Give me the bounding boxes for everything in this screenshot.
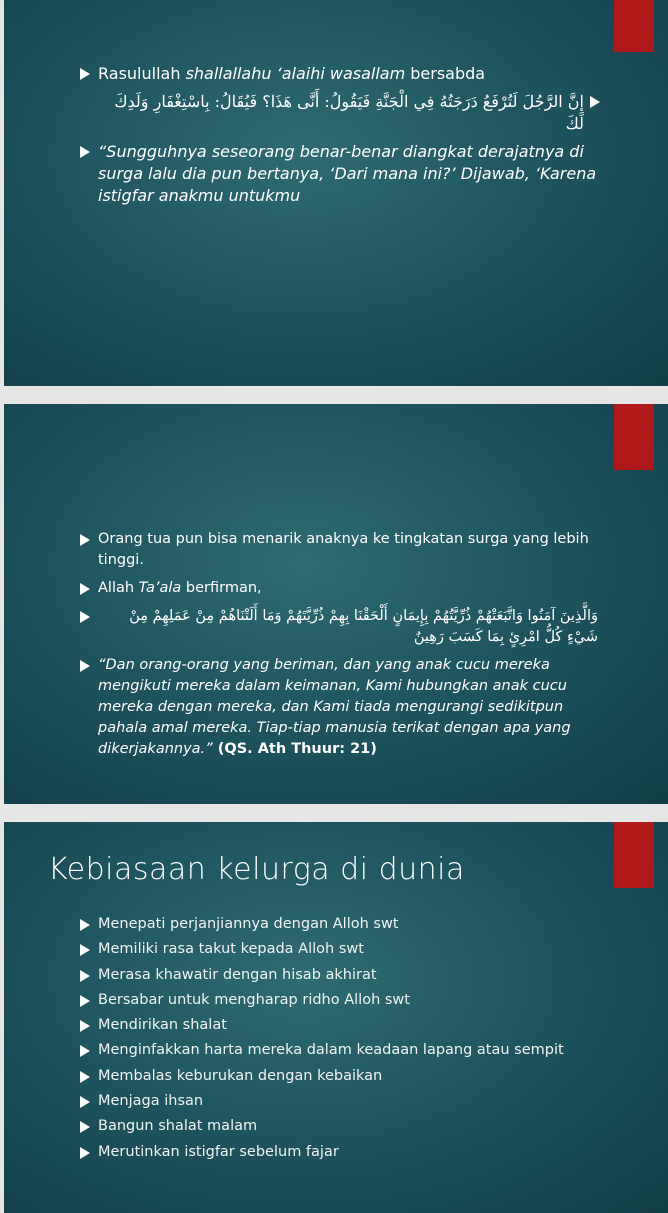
bullet-list	[80, 529, 598, 767]
item-text: Membalas keburukan dengan kebaikan	[98, 1067, 383, 1084]
item-text: Merasa khawatir dengan hisab akhirat	[98, 966, 377, 983]
bullet-icon	[80, 583, 90, 595]
bullet-icon	[80, 1147, 90, 1159]
list-item	[80, 939, 598, 960]
accent-tab	[614, 0, 654, 52]
item-text: Memiliki rasa takut kepada Alloh swt	[98, 941, 364, 958]
slide-3[interactable]	[4, 822, 668, 1213]
bullet-icon	[80, 1071, 90, 1083]
bullet-icon	[80, 146, 90, 158]
item-text: Menjaga ihsan	[98, 1093, 204, 1110]
list-item	[80, 914, 598, 935]
item-text: Bangun shalat malam	[98, 1118, 258, 1135]
list-item	[80, 965, 598, 986]
list-item	[80, 141, 598, 207]
slide-2[interactable]	[4, 404, 668, 804]
bullet-icon	[80, 611, 90, 623]
bullet-icon	[80, 534, 90, 546]
list-item	[80, 1040, 598, 1061]
bullet-icon	[590, 96, 600, 108]
item-text: Merutinkan istigfar sebelum fajar	[98, 1143, 339, 1160]
item-text: Bersabar untuk mengharap ridho Alloh swt	[98, 991, 410, 1008]
list-item	[80, 529, 598, 571]
list-item-arabic	[80, 91, 598, 135]
list-item	[80, 578, 598, 599]
bullet-list	[80, 914, 598, 1167]
list-item	[80, 990, 598, 1011]
item-text: Menepati perjanjiannya dengan Alloh swt	[98, 916, 399, 932]
arabic-text: وَالَّذِينَ آمَنُوا وَاتَّبَعَتْهُمْ ذُرِّيَّتُهُمْ بِإِيمَانٍ أَلْحَقْنَا بِهِمْ ذُرِّيَّتَهُمْ وَمَا أَلَتْنَاهُمْ مِنْ عَمَلِهِمْ مِنْ شَيْءٍ كُلُّ امْرِئٍ بِمَا كَسَبَ رَهِينٌ	[129, 608, 598, 645]
item-text-italic: shallallahu ‘alaihi wasallam	[185, 64, 406, 83]
list-item	[80, 655, 598, 760]
bullet-icon	[80, 1121, 90, 1133]
item-text: bersabda	[405, 64, 486, 83]
item-text-italic: Ta’ala	[138, 580, 182, 596]
list-item	[80, 1015, 598, 1036]
list-item	[80, 1066, 598, 1087]
bullet-icon	[80, 1045, 90, 1057]
item-text: berfirman,	[181, 580, 262, 596]
arabic-text: إِنَّ الرَّجُلَ لَتُرْفَعُ دَرَجَتُهُ فِي الْجَنَّةِ فَيَقُولُ: أَنَّى هَذَا؟ فَيُقَالُ: بِاسْتِغْفَارِ وَلَدِكَ لَكَ	[114, 92, 584, 133]
item-text: Orang tua pun bisa menarik anaknya ke tingkatan surga yang lebih tinggi.	[98, 531, 589, 568]
list-item	[80, 1091, 598, 1112]
list-item	[80, 1142, 598, 1163]
accent-tab	[614, 404, 654, 470]
bullet-icon	[80, 1096, 90, 1108]
bullet-list	[80, 63, 598, 213]
bullet-icon	[80, 919, 90, 931]
bullet-icon	[80, 995, 90, 1007]
list-item	[80, 63, 598, 85]
list-item-arabic	[80, 606, 598, 648]
bullet-icon	[80, 970, 90, 982]
list-item	[80, 1116, 598, 1137]
bullet-icon	[80, 1020, 90, 1032]
citation-text: (QS. Ath Thuur: 21)	[212, 741, 377, 757]
bullet-icon	[80, 660, 90, 672]
item-text: Rasulullah	[98, 64, 186, 83]
item-text: “Sungguhnya seseorang benar-benar diangkat derajatnya di surga lalu dia pun bertanya, ‘Dari mana ini?’ Dijawab, ‘Karena istigfar anakmu untukmu	[98, 142, 597, 205]
slide-1[interactable]	[4, 0, 668, 386]
item-text: Mendirikan shalat	[98, 1017, 227, 1034]
bullet-icon	[80, 68, 90, 80]
item-text: Allah	[98, 580, 139, 596]
slide-title: Kebiasaan kelurga di dunia	[48, 852, 465, 887]
item-text: Menginfakkan harta mereka dalam keadaan lapang atau sempit	[98, 1042, 564, 1059]
accent-tab	[614, 822, 654, 888]
item-text-italic: “Dan orang-orang yang beriman, dan yang anak cucu mereka mengikuti mereka dalam keimanan, Kami hubungkan anak cucu mereka dengan mereka, dan Kami tiada mengurangi sedikitpun pahala amal mereka. Tiap-tiap manusia terikat dengan apa yang dikerjakannya.”	[98, 657, 571, 757]
bullet-icon	[80, 944, 90, 956]
